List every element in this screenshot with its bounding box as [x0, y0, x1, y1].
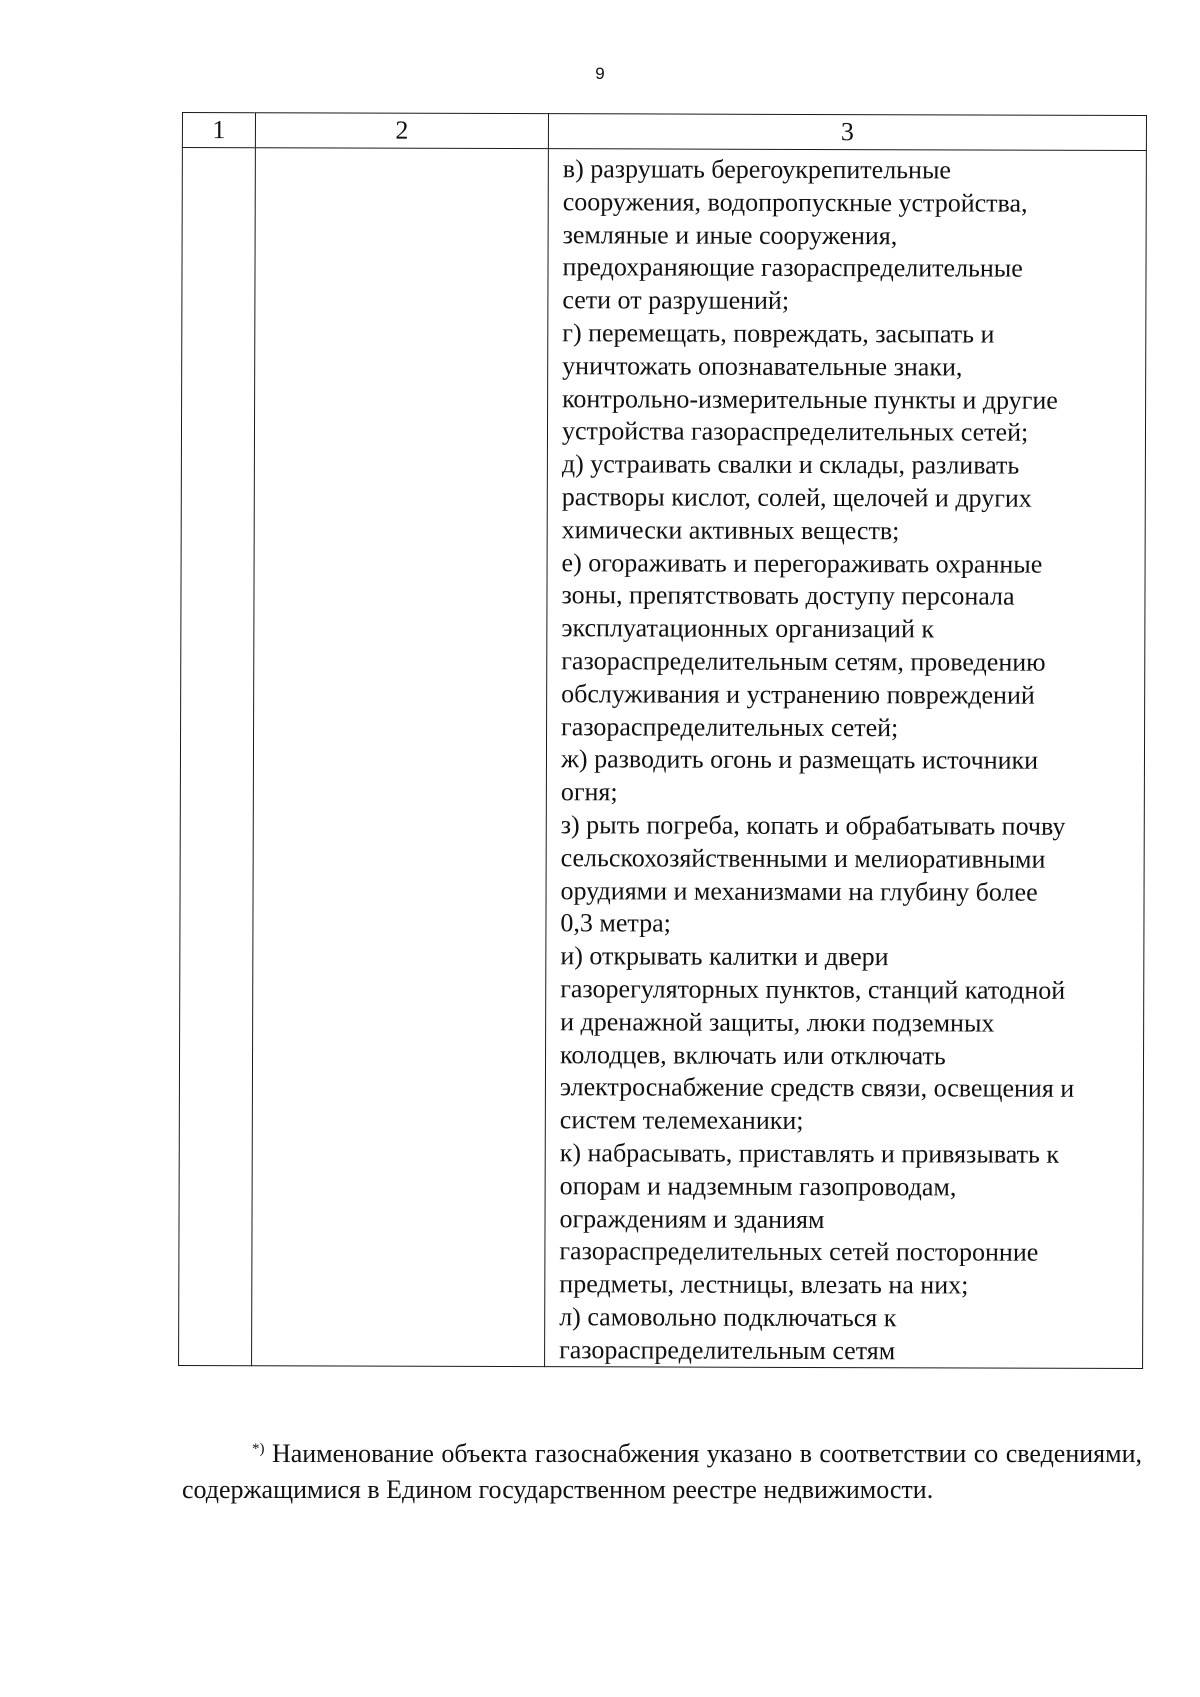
list-item: газораспределительных сетей посторонние	[559, 1236, 1039, 1267]
list-item: сооружения, водопропускные устройства,	[562, 186, 1028, 218]
column-header-3: 3	[548, 114, 1146, 151]
list-item: земляные и иные сооружения,	[562, 219, 898, 250]
list-item: опорам и надземным газопроводам,	[559, 1170, 957, 1202]
footnote-marker: *)	[252, 1441, 265, 1457]
list-item: газораспределительным сетям	[559, 1334, 896, 1365]
list-item: зоны, препятствовать доступу персонала	[561, 580, 1015, 611]
list-item: предохраняющие газораспределительные	[562, 252, 1023, 284]
list-item: орудиями и механизмами на глубину более	[560, 875, 1038, 907]
list-item: и) открывать калитки и двери	[560, 941, 889, 972]
list-item: к) набрасывать, приставлять и привязывать к	[559, 1138, 1060, 1169]
list-item: и дренажной защиты, люки подземных	[560, 1006, 995, 1038]
requirements-table	[178, 112, 1147, 1370]
list-item: в) разрушать берегоукрепительные	[562, 154, 952, 185]
list-item: ограждениям и зданиям	[559, 1203, 825, 1234]
table-header-row	[182, 113, 1146, 151]
restrictions-list	[545, 149, 1146, 1368]
column-header-2: 2	[255, 113, 548, 149]
list-item: д) устраивать свалки и склады, разливать	[561, 449, 1020, 480]
list-item: ж) разводить огонь и размещать источники	[560, 744, 1039, 776]
table-cell-col1	[179, 148, 256, 1367]
list-item: з) рыть погреба, копать и обрабатывать почву	[560, 810, 1066, 841]
list-item: е) огораживать и перегораживать охранные	[561, 547, 1043, 579]
list-item: растворы кислот, солей, щелочей и других	[561, 482, 1032, 513]
footnote	[182, 1431, 1142, 1508]
list-item: химически активных веществ;	[561, 514, 900, 546]
list-item: обслуживания и устранению повреждений	[561, 678, 1035, 710]
list-item: колодцев, включать или отключать	[559, 1039, 946, 1070]
list-item: контрольно-измерительные пункты и другие	[562, 383, 1058, 415]
list-item: газораспределительных сетей;	[561, 711, 899, 742]
list-item: эксплуатационных организаций к	[561, 613, 935, 644]
list-item: устройства газораспределительных сетей;	[561, 416, 1029, 448]
footnote-text: Наименование объекта газоснабжения указано в соответствии со сведениями, содержащимися в Едином государственном реестре недвижимости.	[182, 1439, 1143, 1504]
list-item: электроснабжение средств связи, освещения и	[559, 1072, 1075, 1104]
list-item: газорегуляторных пунктов, станций катодной	[560, 974, 1066, 1005]
list-item: сети от разрушений;	[562, 285, 790, 316]
list-item: г) перемещать, повреждать, засыпать и	[562, 318, 995, 349]
table-cell-col2	[252, 148, 549, 1367]
list-item: л) самовольно подключаться к	[559, 1302, 897, 1333]
list-item: 0,3 метра;	[560, 908, 671, 938]
list-item: систем телемеханики;	[559, 1105, 804, 1136]
column-header-1: 1	[182, 113, 255, 148]
list-item: предметы, лестницы, влезать на них;	[559, 1269, 969, 1300]
list-item: уничтожать опознавательные знаки,	[562, 350, 963, 382]
page-number: 9	[595, 64, 605, 83]
table-cell-col3	[545, 149, 1147, 1369]
list-item: сельскохозяйственными и мелиоративными	[560, 842, 1046, 874]
table-row	[179, 148, 1147, 1370]
list-item: газораспределительным сетям, проведению	[561, 646, 1046, 677]
list-item: огня;	[560, 777, 618, 807]
